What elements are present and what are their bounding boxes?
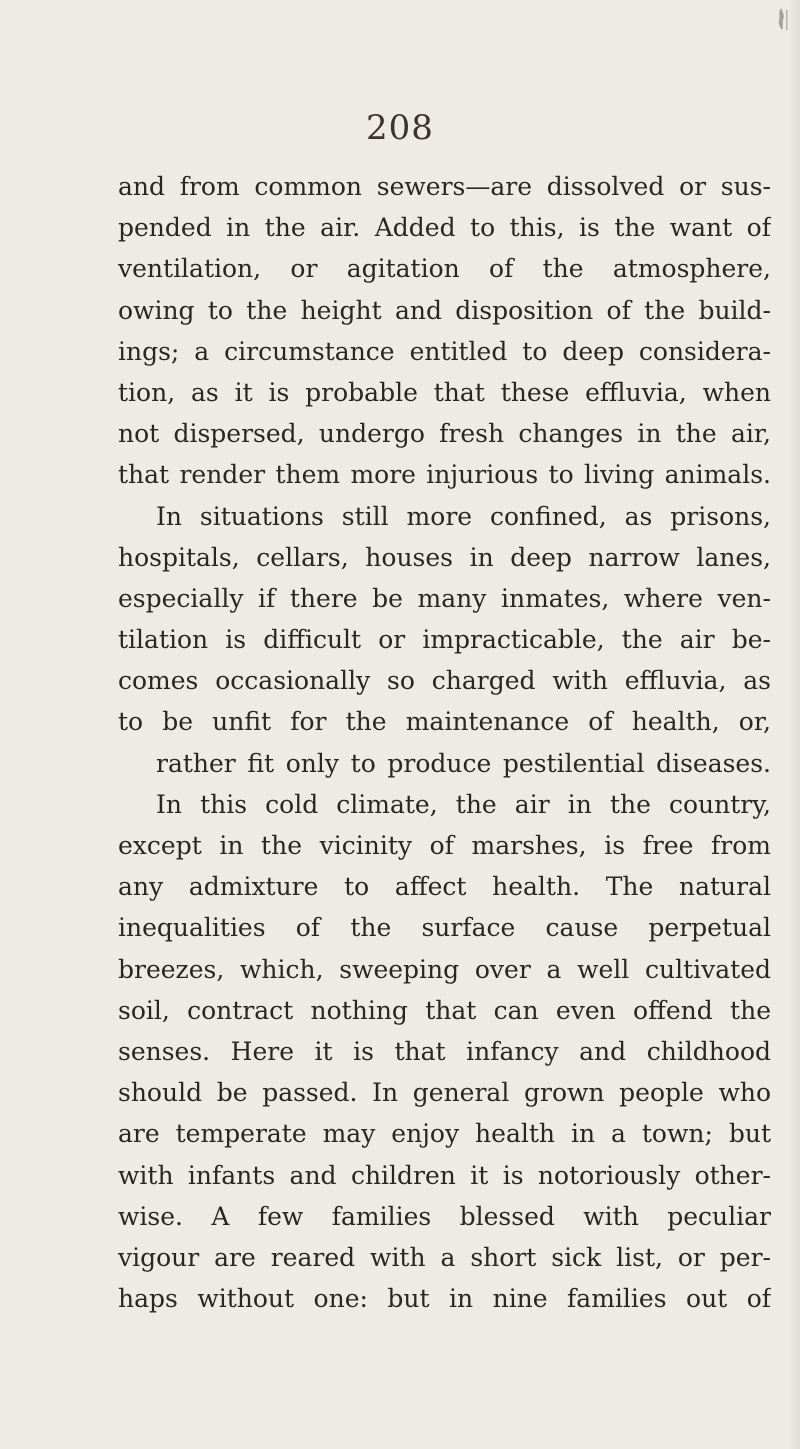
text-line: ings; a circumstance entitled to deep considera- <box>118 336 771 366</box>
text-line: should be passed. In general grown people who <box>118 1078 771 1108</box>
text-line: wise. A few families blessed with peculiar <box>118 1201 771 1231</box>
text-line: except in the vicinity of marshes, is free from <box>118 831 771 860</box>
text-line: pended in the air. Added to this, is the want of <box>118 213 771 243</box>
text-line: rather fit only to produce pestilential diseases. <box>156 748 771 778</box>
text-line: with infants and children it is notoriously other- <box>118 1160 771 1190</box>
text-line: that render them more injurious to living animals. <box>118 460 771 490</box>
text-line: are temperate may enjoy health in a town; but <box>118 1119 771 1149</box>
text-line: In situations still more confined, as prisons, <box>156 501 771 531</box>
body-text <box>118 166 771 1319</box>
text-line: In this cold climate, the air in the country, <box>156 789 771 819</box>
text-line: owing to the height and disposition of the build- <box>118 295 771 325</box>
text-line: any admixture to affect health. The natural <box>118 872 771 902</box>
text-line: comes occasionally so charged with effluvia, as <box>118 666 771 696</box>
text-line: ventilation, or agitation of the atmosphere, <box>118 254 771 284</box>
ink-mark-icon <box>774 6 788 32</box>
text-line: tion, as it is probable that these effluvia, when <box>118 377 771 407</box>
text-line: and from common sewers—are dissolved or sus- <box>118 172 771 201</box>
text-line: especially if there be many inmates, where ven- <box>118 583 771 613</box>
page-edge-shadow <box>788 0 800 1449</box>
text-line: breezes, which, sweeping over a well cultivated <box>118 954 771 984</box>
text-line: hospitals, cellars, houses in deep narrow lanes, <box>118 542 771 572</box>
text-line: senses. Here it is that infancy and childhood <box>118 1036 771 1066</box>
text-line: haps without one: but in nine families out of <box>118 1284 771 1314</box>
text-line: soil, contract nothing that can even offend the <box>118 995 771 1025</box>
text-line: to be unfit for the maintenance of health, or, <box>118 707 771 737</box>
text-line: tilation is difficult or impracticable, the air be- <box>118 625 771 655</box>
text-line: not dispersed, undergo fresh changes in the air, <box>118 419 771 449</box>
text-line: inequalities of the surface cause perpetual <box>118 913 771 943</box>
text-line: vigour are reared with a short sick list, or per- <box>118 1242 771 1272</box>
page-number: 208 <box>366 108 434 148</box>
